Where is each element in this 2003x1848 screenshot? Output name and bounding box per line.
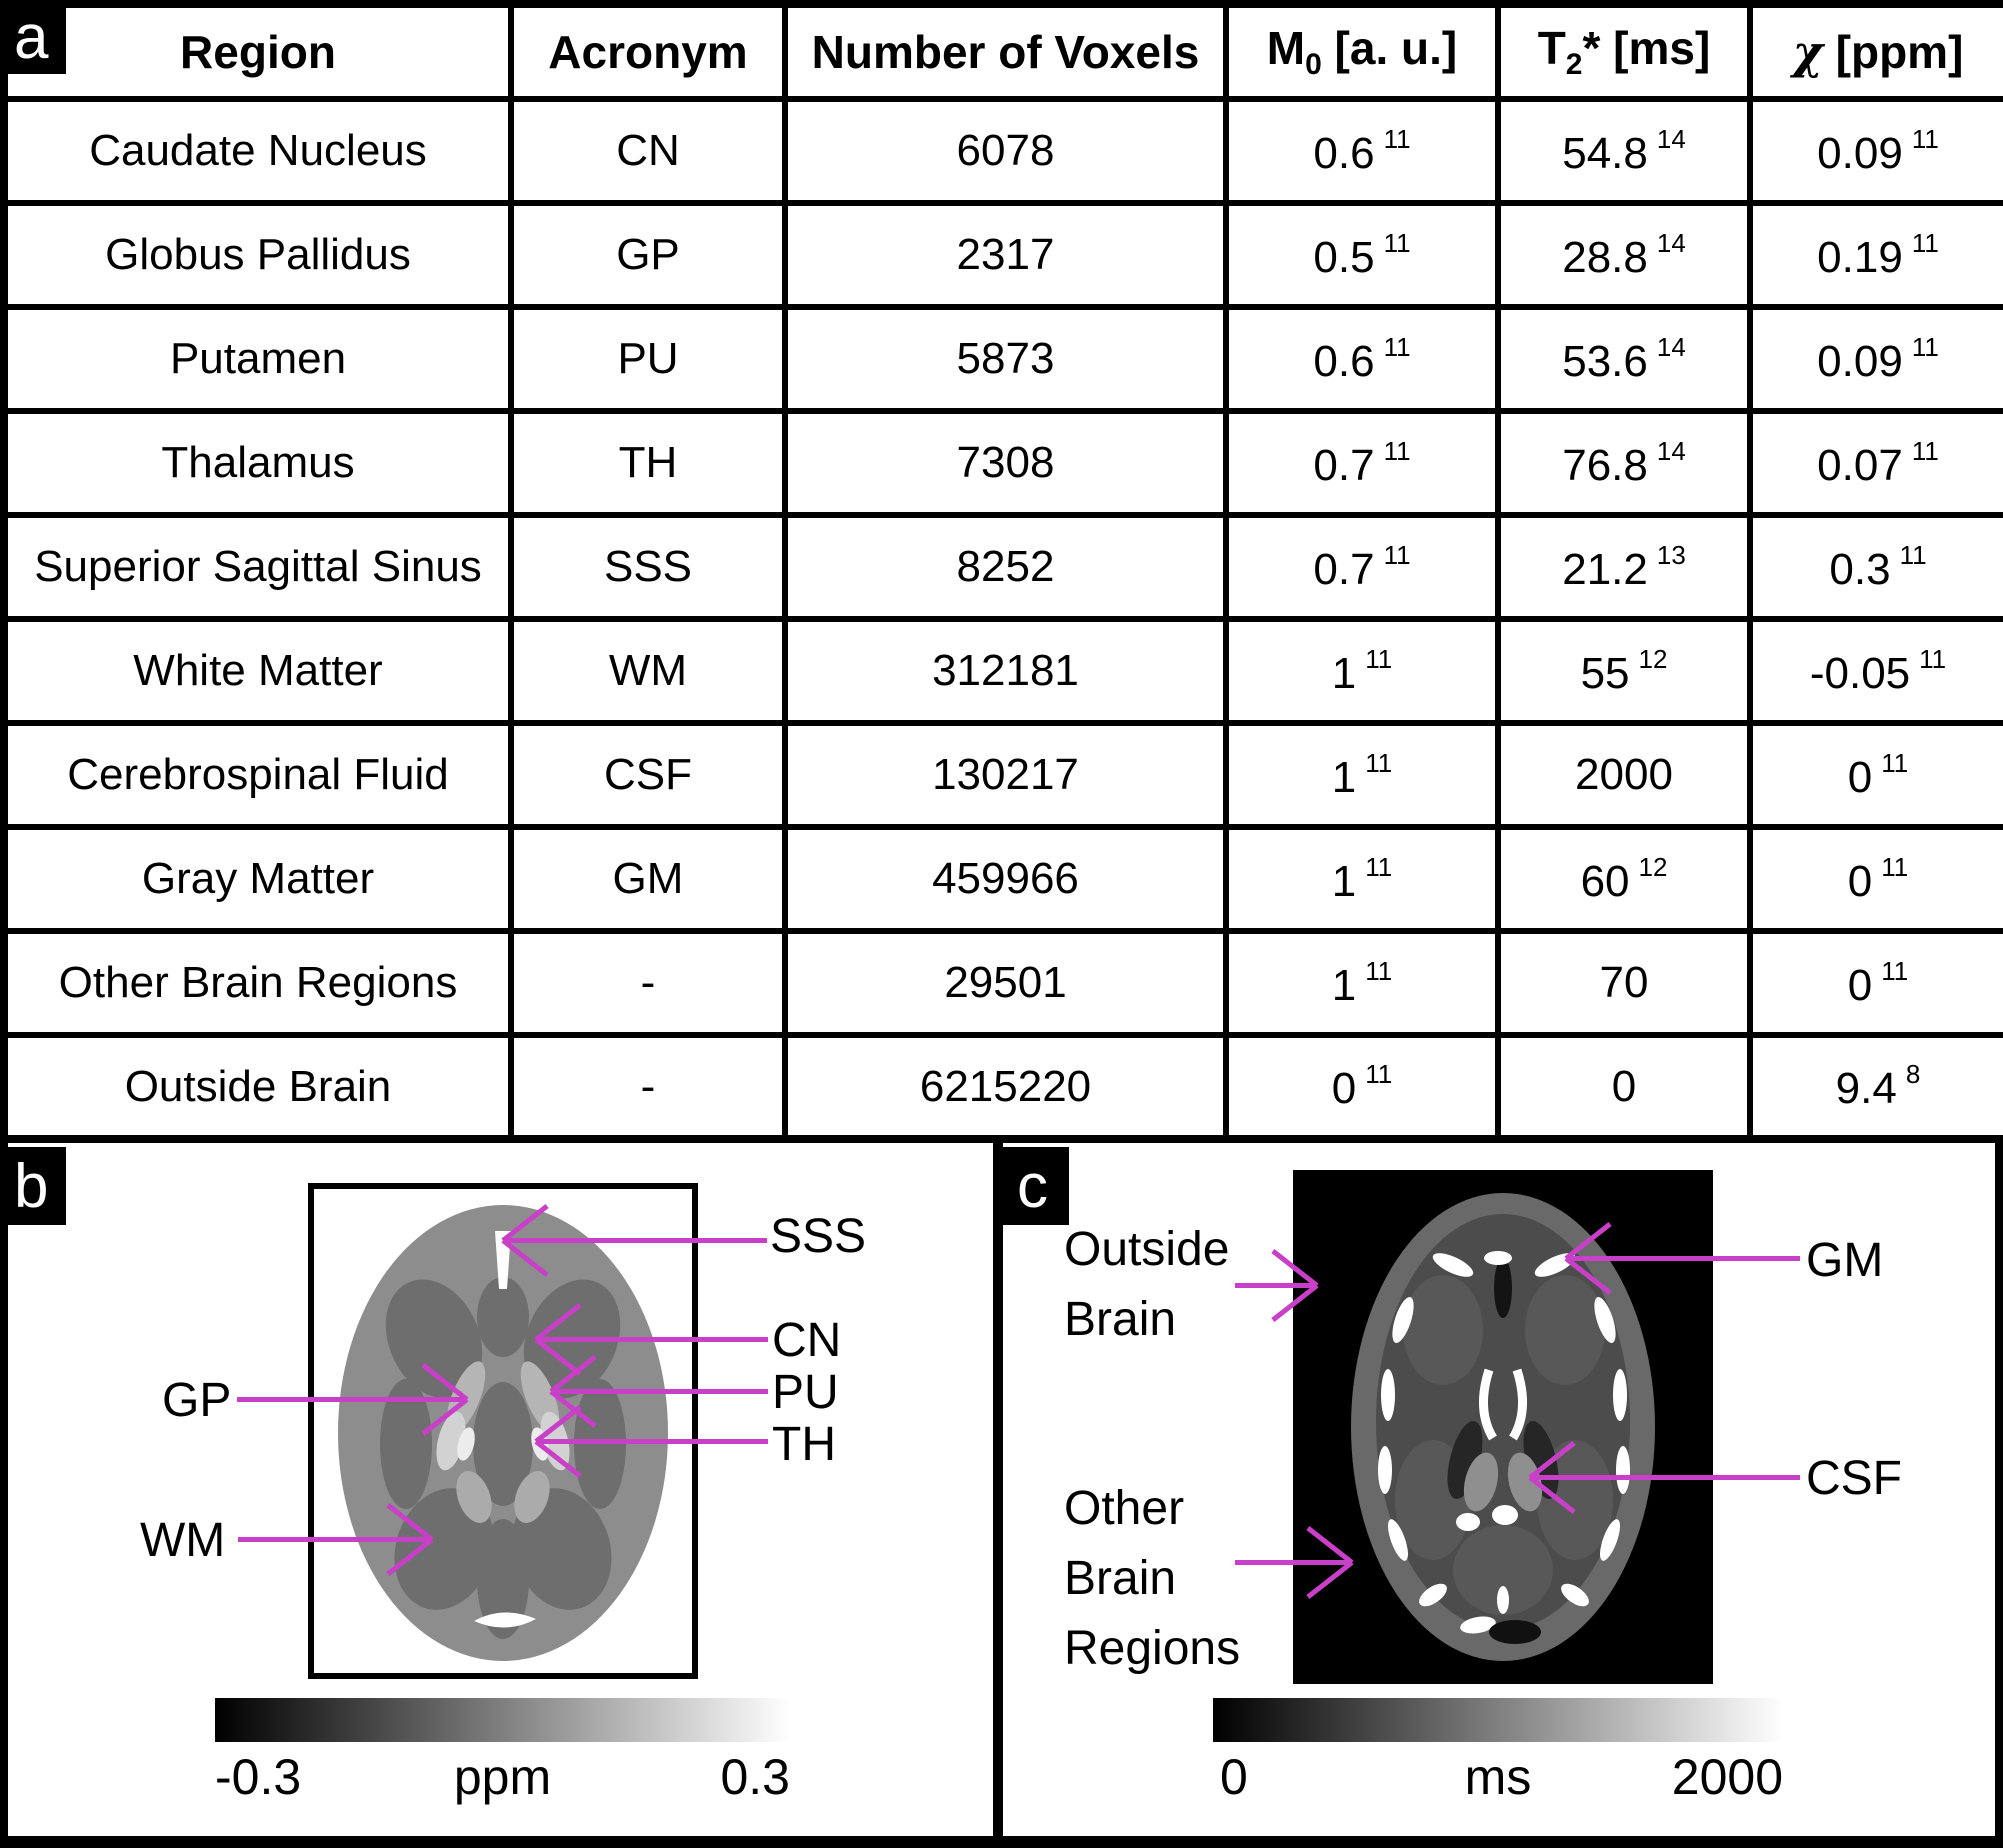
cell-t2star: 60 $^{12}$ <box>1498 827 1750 931</box>
cell-voxels: 312181 <box>785 619 1226 723</box>
label-pu: PU <box>772 1366 839 1419</box>
t2star-map-image <box>1293 1170 1713 1684</box>
label-gp: GP <box>162 1374 232 1427</box>
outside-brain-arrow <box>1235 1283 1315 1288</box>
cell-chi: 0.09 $^{11}$ <box>1750 307 2003 411</box>
reference-superscript: 11 <box>1881 955 1909 986</box>
cell-region: Globus Pallidus <box>4 203 511 307</box>
reference-superscript: 11 <box>1383 123 1411 154</box>
reference-superscript: 11 <box>1899 539 1927 570</box>
col-header-voxels: Number of Voxels <box>785 4 1226 99</box>
colorbar-ms <box>1213 1698 1783 1742</box>
col-header-t2star: $T_2*$ [ms] <box>1498 4 1750 99</box>
cell-acronym: TH <box>511 411 785 515</box>
panel-c-label: c <box>1003 1147 1069 1225</box>
panel-a-label: a <box>0 0 66 74</box>
col-header-region: Region <box>4 4 511 99</box>
other-brain-regions-arrow <box>1235 1560 1350 1565</box>
cell-m0: 1 $^{11}$ <box>1226 619 1498 723</box>
cell-m0: 0 $^{11}$ <box>1226 1035 1498 1139</box>
reference-superscript: 12 <box>1638 851 1668 882</box>
cell-voxels: 6215220 <box>785 1035 1226 1139</box>
cell-t2star: 21.2 $^{13}$ <box>1498 515 1750 619</box>
cell-m0: 0.5 $^{11}$ <box>1226 203 1498 307</box>
reference-superscript: 11 <box>1911 435 1939 466</box>
label-outside-brain: Outside Brain <box>1064 1223 1230 1347</box>
cell-voxels: 5873 <box>785 307 1226 411</box>
cell-acronym: SSS <box>511 515 785 619</box>
cell-m0: 1 $^{11}$ <box>1226 723 1498 827</box>
cell-m0: 0.6 $^{11}$ <box>1226 99 1498 203</box>
cell-t2star: 53.6 $^{14}$ <box>1498 307 1750 411</box>
panel-b-label: b <box>0 1147 66 1225</box>
reference-superscript: 11 <box>1919 643 1947 674</box>
col-header-m0: $M_0$ [a. u.] <box>1226 4 1498 99</box>
cell-m0: 0.7 $^{11}$ <box>1226 411 1498 515</box>
reference-superscript: 11 <box>1383 539 1411 570</box>
gp-arrow <box>237 1397 465 1402</box>
reference-superscript: 11 <box>1911 227 1939 258</box>
table-row <box>4 723 2003 827</box>
cell-region: Gray Matter <box>4 827 511 931</box>
label-sss: SSS <box>770 1210 867 1263</box>
reference-superscript: 8 <box>1905 1059 1921 1089</box>
table-header-row <box>4 4 2003 99</box>
colorbar-ms-min: 0 <box>1220 1749 1248 1805</box>
cell-voxels: 6078 <box>785 99 1226 203</box>
label-csf: CSF <box>1806 1452 1902 1505</box>
cell-chi: 0 $^{11}$ <box>1750 931 2003 1035</box>
cell-voxels: 2317 <box>785 203 1226 307</box>
reference-superscript: 14 <box>1656 123 1686 154</box>
table-row <box>4 203 2003 307</box>
cell-region: Outside Brain <box>4 1035 511 1139</box>
cell-voxels: 8252 <box>785 515 1226 619</box>
cell-m0: 1 $^{11}$ <box>1226 827 1498 931</box>
reference-superscript: 11 <box>1383 331 1411 362</box>
label-wm: WM <box>140 1514 226 1567</box>
brain-slice-b-graphic <box>314 1189 692 1673</box>
cell-acronym: GM <box>511 827 785 931</box>
cell-chi: 0 $^{11}$ <box>1750 723 2003 827</box>
reference-superscript: 14 <box>1656 331 1686 362</box>
cell-region: Caudate Nucleus <box>4 99 511 203</box>
colorbar-ppm-unit: ppm <box>453 1749 552 1805</box>
cell-t2star: 55 $^{12}$ <box>1498 619 1750 723</box>
colorbar-ppm <box>215 1698 790 1742</box>
reference-superscript: 11 <box>1365 747 1393 778</box>
cell-chi: 9.4 $^8$ <box>1750 1035 2003 1139</box>
cell-acronym: GP <box>511 203 785 307</box>
cell-acronym: CSF <box>511 723 785 827</box>
cell-t2star: 2000 <box>1498 723 1750 827</box>
csf-arrow <box>1532 1475 1800 1480</box>
cell-region: White Matter <box>4 619 511 723</box>
reference-superscript: 11 <box>1383 435 1411 466</box>
cell-region: Other Brain Regions <box>4 931 511 1035</box>
cell-acronym: PU <box>511 307 785 411</box>
reference-superscript: 14 <box>1656 227 1686 258</box>
cell-region: Superior Sagittal Sinus <box>4 515 511 619</box>
cell-acronym: - <box>511 931 785 1035</box>
cell-chi: 0 $^{11}$ <box>1750 827 2003 931</box>
table-row <box>4 99 2003 203</box>
colorbar-ppm-min: -0.3 <box>215 1749 302 1805</box>
cell-t2star: 70 <box>1498 931 1750 1035</box>
cell-chi: 0.19 $^{11}$ <box>1750 203 2003 307</box>
cell-voxels: 7308 <box>785 411 1226 515</box>
reference-superscript: 11 <box>1365 851 1393 882</box>
label-gm: GM <box>1806 1234 1884 1287</box>
label-other-brain-regions: Other Brain Regions <box>1064 1482 1241 1676</box>
cell-voxels: 29501 <box>785 931 1226 1035</box>
sss-arrow <box>505 1238 767 1243</box>
cell-m0: 0.6 $^{11}$ <box>1226 307 1498 411</box>
reference-superscript: 13 <box>1656 539 1686 570</box>
reference-superscript: 11 <box>1365 1059 1393 1089</box>
reference-superscript: 11 <box>1911 331 1939 362</box>
reference-superscript: 14 <box>1656 435 1686 466</box>
table-row <box>4 411 2003 515</box>
label-th: TH <box>772 1418 836 1471</box>
cell-region: Thalamus <box>4 411 511 515</box>
reference-superscript: 11 <box>1365 643 1393 674</box>
table-row <box>4 515 2003 619</box>
colorbar-ppm-max: 0.3 <box>720 1749 790 1805</box>
susceptibility-map-image <box>308 1183 698 1679</box>
reference-superscript: 12 <box>1638 643 1668 674</box>
reference-superscript: 11 <box>1365 955 1393 986</box>
table-row <box>4 1035 2003 1139</box>
cell-chi: 0.3 $^{11}$ <box>1750 515 2003 619</box>
cell-t2star: 28.8 $^{14}$ <box>1498 203 1750 307</box>
cell-chi: 0.07 $^{11}$ <box>1750 411 2003 515</box>
reference-superscript: 11 <box>1881 747 1909 778</box>
cell-voxels: 130217 <box>785 723 1226 827</box>
pu-arrow <box>553 1389 768 1394</box>
reference-superscript: 11 <box>1881 851 1909 882</box>
cell-acronym: WM <box>511 619 785 723</box>
cell-t2star: 76.8 $^{14}$ <box>1498 411 1750 515</box>
cell-m0: 0.7 $^{11}$ <box>1226 515 1498 619</box>
cell-acronym: - <box>511 1035 785 1139</box>
gm-arrow <box>1568 1256 1800 1261</box>
cell-t2star: 54.8 $^{14}$ <box>1498 99 1750 203</box>
table-row <box>4 619 2003 723</box>
table-row <box>4 827 2003 931</box>
wm-arrow <box>238 1537 430 1542</box>
brain-slice-c-graphic <box>1293 1170 1713 1684</box>
reference-superscript: 11 <box>1911 123 1939 154</box>
label-cn: CN <box>772 1314 842 1367</box>
cell-t2star: 0 <box>1498 1035 1750 1139</box>
col-header-chi: χ [ppm] <box>1750 4 2003 99</box>
cell-chi: 0.09 $^{11}$ <box>1750 99 2003 203</box>
cell-m0: 1 $^{11}$ <box>1226 931 1498 1035</box>
cell-voxels: 459966 <box>785 827 1226 931</box>
cell-chi: -0.05 $^{11}$ <box>1750 619 2003 723</box>
colorbar-ms-max: 2000 <box>1671 1749 1783 1805</box>
cell-region: Putamen <box>4 307 511 411</box>
col-header-acronym: Acronym <box>511 4 785 99</box>
reference-superscript: 11 <box>1383 227 1411 258</box>
table-row <box>4 307 2003 411</box>
cn-arrow <box>538 1337 768 1342</box>
table-row <box>4 931 2003 1035</box>
colorbar-ms-unit: ms <box>1464 1749 1532 1805</box>
cell-region: Cerebrospinal Fluid <box>4 723 511 827</box>
th-arrow <box>538 1439 768 1444</box>
cell-acronym: CN <box>511 99 785 203</box>
